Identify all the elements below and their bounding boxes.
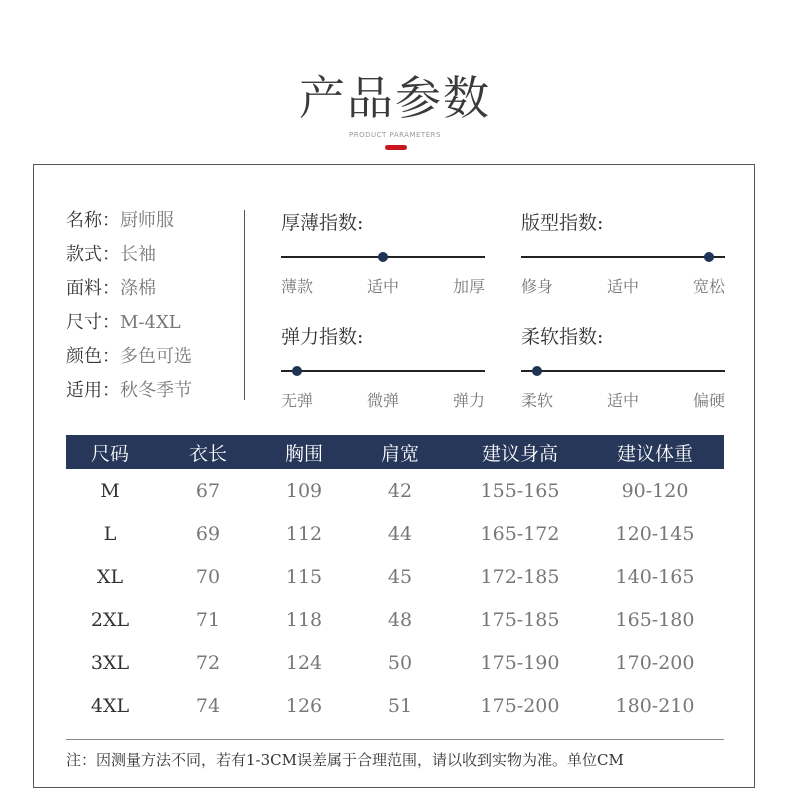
column-header-height: 建议身高 [454,435,586,469]
spec-key: 款式： [66,244,120,265]
table-cell: 165-172 [480,522,560,545]
table-cell: 4XL [90,694,130,717]
table-cell: 180-210 [615,694,695,717]
table-cell: 71 [195,608,221,631]
table-cell: XL [96,565,124,588]
table-cell: 90-120 [621,479,689,502]
table-cell: 74 [195,694,221,717]
scale-label-mid: 适中 [366,277,400,296]
spec-row-style [66,239,192,273]
spec-key: 名称： [66,210,120,231]
scale-label-low: 修身 [521,277,554,296]
scale-label-mid: 微弹 [366,391,400,410]
scale-indicator [292,366,302,376]
scale-indicator [704,252,714,262]
table-cell: 45 [387,565,413,588]
column-header-size: 尺码 [66,435,154,469]
spec-row-size [66,307,192,341]
spec-key: 颜色： [66,346,120,367]
table-row [66,469,724,512]
table-cell: L [103,522,117,545]
table-cell: 48 [387,608,413,631]
column-header-length: 衣长 [154,435,262,469]
note-divider [66,739,724,740]
scale-title: 弹力指数: [281,326,364,348]
table-cell: 170-200 [615,651,695,674]
table-cell: 124 [285,651,323,674]
scale-label-low: 柔软 [521,391,554,410]
table-cell: 120-145 [615,522,695,545]
page-title: 产品参数 [299,71,491,125]
scale-title: 版型指数: [521,212,604,234]
softness-scale [521,322,725,412]
table-cell: 175-200 [480,694,560,717]
table-row [66,512,724,555]
column-header-shoulder: 肩宽 [346,435,454,469]
scale-track [521,370,725,372]
table-row [66,641,724,684]
table-cell: 165-180 [615,608,695,631]
scale-label-mid: 适中 [606,277,640,296]
table-cell: 51 [387,694,413,717]
table-row [66,598,724,641]
spec-row-color [66,341,192,375]
table-cell: 72 [195,651,221,674]
elasticity-scale [281,322,485,412]
scale-label-high: 偏硬 [692,391,725,410]
table-cell: 118 [285,608,323,631]
measurement-note: 注：因测量方法不同，若有1-3CM误差属于合理范围，请以收到实物为准。单位CM [66,751,624,769]
scale-title: 柔软指数: [521,326,604,348]
spec-row-fabric [66,273,192,307]
spec-list [66,205,192,409]
table-cell: 109 [285,479,323,502]
table-cell: 175-190 [480,651,560,674]
table-cell: 115 [285,565,323,588]
scale-track [281,370,485,372]
size-table [66,435,724,727]
spec-value: 涤棉 [120,278,156,299]
scale-label-high: 加厚 [452,277,485,296]
table-cell: M [100,479,120,502]
spec-value: 秋冬季节 [120,380,192,401]
spec-value: 长袖 [120,244,156,265]
table-cell: 172-185 [480,565,560,588]
table-cell: 70 [195,565,221,588]
table-cell: 42 [387,479,413,502]
table-cell: 126 [285,694,323,717]
spec-value: 多色可选 [120,346,192,367]
spec-value: M-4XL [120,312,181,333]
spec-divider [244,210,245,400]
table-cell: 140-165 [615,565,695,588]
spec-key: 尺寸： [66,312,120,333]
fit-scale [521,208,725,298]
table-cell: 112 [285,522,323,545]
scale-label-low: 薄款 [281,277,314,296]
scale-title: 厚薄指数: [281,212,364,234]
scale-label-high: 弹力 [452,391,485,410]
spec-row-season [66,375,192,409]
page-subtitle: PRODUCT PARAMETERS [349,131,441,139]
thickness-scale [281,208,485,298]
spec-value: 厨师服 [120,210,174,231]
spec-key: 面料： [66,278,120,299]
table-cell: 44 [387,522,413,545]
table-cell: 50 [387,651,413,674]
column-header-chest: 胸围 [262,435,346,469]
table-cell: 67 [195,479,221,502]
spec-key: 适用： [66,380,120,401]
table-cell: 175-185 [480,608,560,631]
table-row [66,555,724,598]
table-cell: 3XL [90,651,130,674]
table-cell: 69 [195,522,221,545]
title-accent-bar [385,145,407,150]
scale-track [521,256,725,258]
table-cell: 2XL [90,608,130,631]
column-header-weight: 建议体重 [586,435,724,469]
table-header-row [66,435,724,469]
table-row [66,684,724,727]
spec-row-name [66,205,192,239]
scale-label-low: 无弹 [281,391,314,410]
scale-indicator [378,252,388,262]
scale-label-mid: 适中 [606,391,640,410]
scale-indicator [532,366,542,376]
scale-label-high: 宽松 [692,277,725,296]
table-cell: 155-165 [480,479,560,502]
